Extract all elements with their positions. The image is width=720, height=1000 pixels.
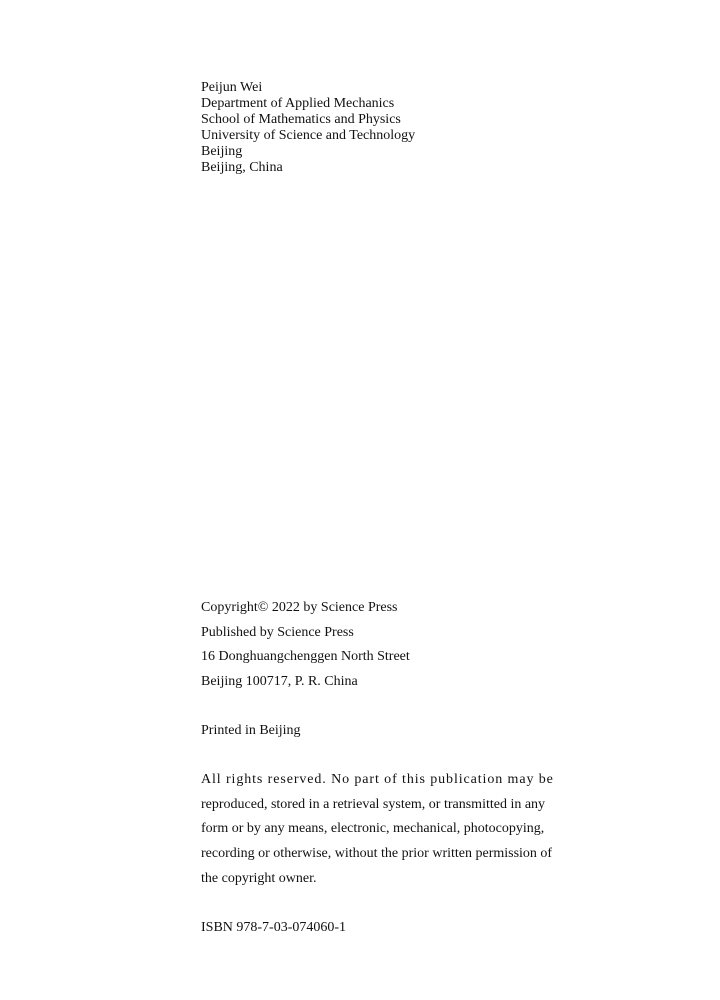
author-block — [201, 80, 415, 176]
author-university: University of Science and Technology — [201, 128, 416, 143]
publisher-city: Beijing 100717, P. R. China — [201, 673, 358, 689]
printed-location: Printed in Beijing — [201, 722, 301, 738]
author-location: Beijing, China — [201, 160, 283, 175]
spacer — [201, 891, 553, 916]
copyright-notice: Copyright© 2022 by Science Press — [201, 600, 398, 615]
rights-line: All rights reserved. No part of this publication may be — [201, 772, 554, 788]
author-university-city: Beijing — [201, 144, 243, 159]
rights-statement — [201, 768, 553, 891]
author-department: Department of Applied Mechanics — [201, 96, 395, 111]
rights-line: recording or otherwise, without the prior written permission of — [201, 845, 553, 861]
rights-line: form or by any means, electronic, mechanical, photocopying, — [201, 821, 545, 837]
spacer — [201, 744, 553, 769]
isbn: ISBN 978-7-03-074060-1 — [201, 919, 347, 935]
author-school: School of Mathematics and Physics — [201, 112, 401, 127]
spacer — [201, 694, 553, 719]
copyright-block — [201, 596, 553, 940]
author-name: Peijun Wei — [201, 80, 263, 95]
publisher-street: 16 Donghuangchenggen North Street — [201, 649, 410, 665]
rights-line: the copyright owner. — [201, 870, 317, 886]
rights-line: reproduced, stored in a retrieval system, or transmitted in any — [201, 796, 546, 812]
publisher-line: Published by Science Press — [201, 624, 354, 640]
